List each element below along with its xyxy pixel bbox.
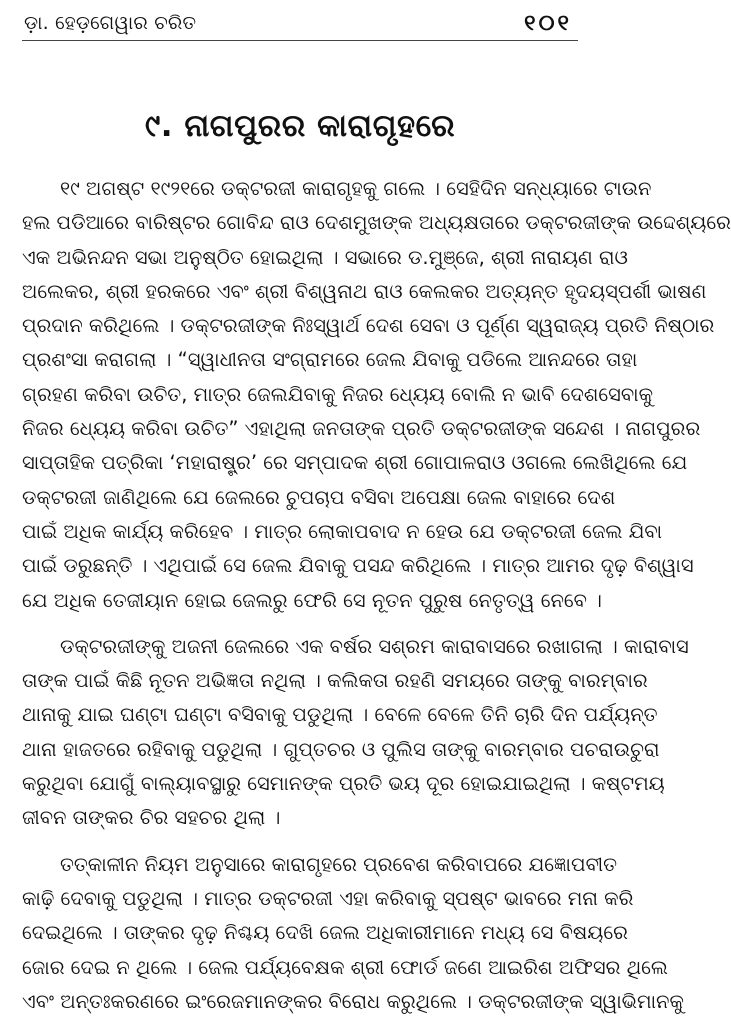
text-line: ଏକ ଅଭିନନ୍ଦନ ସଭା ଅନୁଷ୍ଠିତ ହୋଇଥିଲା । ସଭାରେ ଡ.ମୁଞ୍ଜେ, ଶ୍ରୀ ନାରାୟଣ ରାଓ <box>22 245 628 269</box>
header-divider <box>22 40 578 41</box>
text-line: କରୁଥିବା ଯୋଗୁଁ ବାଲ୍ୟାବସ୍ଥାରୁ ସେମାନଙ୍କ ପ୍ରତି ଭୟ ଦୂର ହୋଇଯାଇଥିଲା । କଷ୍ଟମୟ <box>22 772 665 796</box>
text-line: ଜୀବନ ତାଙ୍କର ଚିର ସହଚର ଥିଲା । <box>22 806 281 830</box>
text-line: ଏବଂ ଅନ୍ତଃକରଣରେ ଇଂରେଜମାନଙ୍କର ବିରୋଧ କରୁଥିଲେ । ଡକ୍ଟରଜୀଙ୍କ ସ୍ୱାଭିମାନକୁ <box>22 989 684 1013</box>
text-line: ପାଇଁ ଅଧିକ କାର୍ଯ୍ୟ କରିହେବ । ମାତ୍ର ଲୋକାପବାଦ ନ ହେଉ ଯେ ଡକ୍ଟରଜୀ ଜେଲ ଯିବା <box>22 519 663 543</box>
page-number: ୧୦୧ <box>524 10 572 36</box>
text-line: ଗ୍ରହଣ କରିବା ଉଚିତ, ମାତ୍ର ଜେଲଯିବାକୁ ନିଜର ଧ୍ୟେୟ ବୋଲି ନ ଭାବି ଦେଶସେବାକୁ <box>22 382 654 406</box>
text-line: କାଢ଼ି ଦେବାକୁ ପଡୁଥିଲା । ମାତ୍ର ଡକ୍ଟରଜୀ ଏହା କରିବାକୁ ସ୍ପଷ୍ଟ ଭାବରେ ମନା କରି <box>22 886 634 910</box>
paragraph-gap <box>22 836 584 848</box>
paragraph-gap <box>22 618 584 630</box>
text-line: ଡକ୍ଟରଜୀଙ୍କୁ ଅଜନୀ ଜେଲରେ ଏକ ବର୍ଷର ସଶ୍ରମ କାରାବାସରେ ରଖାଗଲା । କାରାବାସ <box>60 634 689 658</box>
text-line: ଥାନା ହାଜତରେ ରହିବାକୁ ପଡୁଥିଲା । ଗୁପ୍ତଚର ଓ ପୁଲିସ ତାଙ୍କୁ ବାରମ୍ବାର ପଚରାଉଚୁରା <box>22 737 660 761</box>
text-line: ତାଙ୍କ ପାଇଁ କିଛି ନୂତନ ଅଭିଜ୍ଞତା ନଥିଲା । କଲିକତା ରହଣି ସମୟରେ ତାଙ୍କୁ ବାରମ୍ବାର <box>22 669 648 693</box>
running-header <box>24 8 572 38</box>
text-line: ଦେଇଥିଲେ । ତାଙ୍କର ଦୃଢ଼ ନିଶ୍ଚୟ ଦେଖି ଜେଲ ଅଧିକାରୀମାନେ ମଧ୍ୟ ସେ ବିଷୟରେ <box>22 921 628 945</box>
paragraph <box>22 172 731 618</box>
text-line: ନିଜର ଧ୍ୟେୟ କରିବା ଉଚିତ” ଏହାଥିଲା ଜନତାଙ୍କ ପ୍ରତି ଡକ୍ଟରଜୀଙ୍କ ସନ୍ଦେଶ । ନାଗପୁରର <box>22 417 701 441</box>
text-line: ଥାନାକୁ ଯାଇ ଘଣ୍ଟା ଘଣ୍ଟା ବସିବାକୁ ପଡୁଥିଲା । ବେଳେ ବେଳେ ତିନି ଚାରି ଦିନ ପର୍ଯ୍ୟନ୍ତ <box>22 703 658 727</box>
text-line: ପାଇଁ ଡରୁଛନ୍ତି । ଏଥିପାଇଁ ସେ ଜେଲ ଯିବାକୁ ପସନ୍ଦ କରିଥିଲେ । ମାତ୍ର ଆମର ଦୃଢ଼ ବିଶ୍ୱାସ <box>22 554 694 578</box>
paragraph <box>22 848 684 1019</box>
text-line: ୧୯ ଅଗଷ୍ଟ ୧୯୨୧ରେ ଡକ୍ଟରଜୀ କାରାଗୃହକୁ ଗଲେ । ସେହିଦିନ ସନ୍ଧ୍ୟାରେ ଟାଉନ <box>60 177 652 200</box>
text-line: ଯେ ଅଧିକ ତେଜୀୟାନ ହୋଇ ଜେଲରୁ ଫେରି ସେ ନୂତନ ପୁରୁଷ ନେତୃତ୍ୱ ନେବେ । <box>22 588 602 612</box>
text-line: ପ୍ରଦାନ କରିଥିଲେ । ଡକ୍ଟରଜୀଙ୍କ ନିଃସ୍ୱାର୍ଥ ଦେଶ ସେବା ଓ ପୂର୍ଣ୍ଣ ସ୍ୱରାଜ୍ୟ ପ୍ରତି ନିଷ୍ଠାର <box>22 314 715 338</box>
text-line: ଡକ୍ଟରଜୀ ଜାଣିଥିଲେ ଯେ ଜେଲରେ ଚୁପଚାପ ବସିବା ଅପେକ୍ଷା ଜେଲ ବାହାରେ ଦେଶ <box>22 485 616 509</box>
text-line: ଅଲେକର, ଶ୍ରୀ ହରକରେ ଏବଂ ଶ୍ରୀ ବିଶ୍ୱନାଥ ରାଓ କେଲକର ଅତ୍ୟନ୍ତ ହୃଦୟସ୍ପର୍ଶୀ ଭାଷଣ <box>22 279 707 303</box>
paragraph <box>22 630 689 836</box>
text-line: ତତ୍କାଳୀନ ନିୟମ ଅନୁସାରେ କାରାଗୃହରେ ପ୍ରବେଶ କରିବାପରେ ଯଜ୍ଞୋପବୀତ <box>60 852 618 876</box>
text-line: ପ୍ରଶଂସା କରାଗଲା । “ସ୍ୱାଧୀନତା ସଂଗ୍ରାମରେ ଜେଲ ଯିବାକୁ ପଡିଲେ ଆନନ୍ଦରେ ତାହା <box>22 348 638 372</box>
text-line: ହଲ ପଡିଆରେ ବାରିଷ୍ଟର ଗୋବିନ୍ଦ ରାଓ ଦେଶମୁଖଙ୍କ ଅଧ୍ୟକ୍ଷତାରେ ଡକ୍ଟରଜୀଙ୍କ ଉଦ୍ଦେଶ୍ୟରେ <box>22 211 731 235</box>
running-title: ଡ଼ା. ହେଡ଼ଗେୱାର ଚରିତ <box>24 12 197 34</box>
text-line: ଜୋର ଦେଇ ନ ଥିଲେ । ଜେଲ ପର୍ଯ୍ୟବେକ୍ଷକ ଶ୍ରୀ ଫୋର୍ଡ ଜଣେ ଆଇରିଶ ଅଫିସର ଥିଲେ <box>22 955 668 979</box>
chapter-title: ୯. ନାଗପୁରର କାରାଗୃହରେ <box>144 108 456 144</box>
text-line: ସାପ୍ତାହିକ ପତ୍ରିକା ‘ମହାରାଷ୍ଟ୍ର’ ରେ ସମ୍ପାଦକ ଶ୍ରୀ ଗୋପାଳରାଓ ଓଗଲେ ଲେଖିଥିଲେ ଯେ <box>22 451 688 475</box>
body-text <box>22 172 731 1019</box>
